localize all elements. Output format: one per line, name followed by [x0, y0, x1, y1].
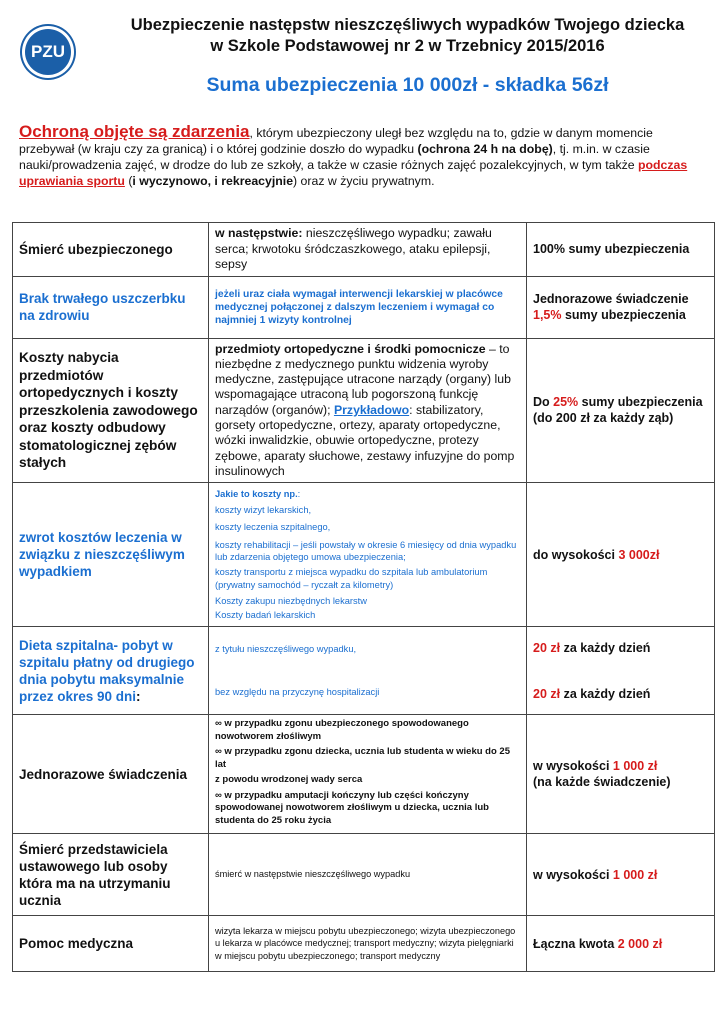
- list-item: [215, 746, 520, 771]
- row-name: [13, 627, 209, 715]
- list-item-text: w przypadku zgonu dziecka, ucznia lub studenta w wieku do 25 lat: [215, 746, 510, 770]
- row-name: Śmierć ubezpieczonego: [13, 223, 209, 277]
- desc-example-label: Przykładowo: [333, 402, 410, 417]
- list-item: koszty transportu z miejsca wypadku do szpitala lub ambulatorium (prywatny samochód – ryczałt za kilometry): [215, 567, 488, 590]
- table-row: [13, 276, 715, 338]
- benefit-value: 3 000zł: [618, 547, 660, 562]
- row-benefit: [527, 338, 715, 483]
- intro-text-2: , tj. m.in. w czasie nauki/prowadzenia zajęć, w drodze do lub ze szkoły, a także w czasie różnych zajęć pozalekcyjnych, w tym także: [19, 142, 650, 172]
- benefit-value: 1 000 zł: [612, 759, 658, 774]
- desc-line-1: z tytułu nieszczęśliwego wypadku,: [215, 644, 357, 655]
- costs-heading-colon: :: [297, 488, 301, 499]
- list-item: koszty leczenia szpitalnego,: [215, 522, 331, 533]
- benefit-prefix: w wysokości: [533, 759, 613, 774]
- benefit-suffix-2: za każdy dzień: [560, 686, 651, 701]
- benefit-suffix-1: za każdy dzień: [560, 640, 651, 655]
- row-benefit: [527, 916, 715, 972]
- benefit-line-1: [533, 640, 708, 656]
- benefit-value-2: 20 zł: [533, 686, 561, 701]
- intro-text-4: ) oraz w życiu prywatnym.: [293, 174, 435, 188]
- row-benefit: [527, 276, 715, 338]
- row-benefit: [527, 715, 715, 834]
- intro-bold-1: (ochrona 24 h na dobę): [417, 142, 553, 156]
- table-row: [13, 715, 715, 834]
- benefit-label: Jednorazowe świadczenie: [533, 292, 689, 306]
- intro-bold-2: i wyczynowo, i rekreacyjnie: [132, 174, 294, 188]
- row-name: Pomoc medyczna: [13, 916, 209, 972]
- logo-text: PZU: [31, 42, 65, 61]
- row-name: Brak trwałego uszczerbku na zdrowiu: [13, 276, 209, 338]
- list-item: [215, 774, 520, 787]
- infinity-icon: ∞: [215, 746, 222, 758]
- row-description: [209, 483, 527, 627]
- benefit-prefix: Do: [533, 395, 554, 410]
- benefit-suffix: (na każde świadczenie): [533, 775, 671, 790]
- list-item-text: z powodu wrodzonej wady serca: [215, 774, 363, 786]
- document-title: [95, 15, 720, 57]
- coverage-table: [12, 222, 715, 972]
- list-item: [215, 790, 520, 828]
- row-name: Śmierć przedstawiciela ustawowego lub osoby która ma na utrzymaniu ucznia: [13, 834, 209, 916]
- list-item: Koszty badań lekarskich: [215, 610, 316, 621]
- row-description: [209, 223, 527, 277]
- benefit-value: 25%: [553, 395, 579, 410]
- desc-bold: w następstwie:: [215, 226, 303, 240]
- row-description: [209, 627, 527, 715]
- benefit-value: 1 000 zł: [612, 867, 658, 882]
- row-description: [209, 338, 527, 483]
- row-description: śmierć w następstwie nieszczęśliwego wypadku: [209, 834, 527, 916]
- row-description: jeżeli uraz ciała wymagał interwencji lekarskiej w placówce medycznej połączonej z dalszym leczeniem i wymagał co najmniej 1 wizyty kontrolnej: [209, 276, 527, 338]
- pzu-logo: [22, 26, 74, 78]
- list-item-text: w przypadku zgonu ubezpieczonego spowodowanego nowotworem złośliwym: [215, 718, 469, 742]
- row-benefit: [527, 834, 715, 916]
- row-description: [209, 715, 527, 834]
- table-row: [13, 834, 715, 916]
- list-item: koszty rehabilitacji – jeśli powstały w okresie 6 miesięcy od dnia wypadku lub zdarzenia objętego umowa ubezpieczenia;: [215, 539, 517, 563]
- document-subtitle: Suma ubezpieczenia 10 000zł - składka 56zł: [206, 74, 609, 96]
- row-name-colon: :: [136, 688, 141, 704]
- row-name: Koszty nabycia przedmiotów ortopedycznych i koszty przeszkolenia zawodowego oraz koszty odbudowy stomatologicznej zębów stałych: [13, 338, 209, 483]
- row-name: zwrot kosztów leczenia w związku z nieszczęśliwym wypadkiem: [13, 483, 209, 627]
- benefit-prefix: do wysokości: [533, 547, 619, 562]
- row-benefit: 100% sumy ubezpieczenia: [527, 223, 715, 277]
- intro-text-3: (: [124, 174, 133, 188]
- benefit-value: 2 000 zł: [617, 936, 663, 951]
- list-item: koszty wizyt lekarskich,: [215, 505, 312, 516]
- benefit-suffix: sumy ubezpieczenia (do 200 zł za każdy ząb): [533, 395, 703, 426]
- benefit-prefix: Łączna kwota: [533, 936, 618, 951]
- title-line-2: w Szkole Podstawowej nr 2 w Trzebnicy 2015/2016: [210, 37, 605, 55]
- intro-paragraph: [19, 124, 699, 189]
- list-item: Koszty zakupu niezbędnych lekarstw: [215, 595, 367, 606]
- list-item-text: w przypadku amputacji kończyny lub części kończyny spowodowanej nowotworem złośliwym u dziecka, ucznia lub studenta do 25 roku życia: [215, 789, 489, 826]
- infinity-icon: ∞: [215, 789, 222, 801]
- table-row: [13, 916, 715, 972]
- desc-bold: przedmioty ortopedyczne i środki pomocnicze: [215, 341, 486, 356]
- table-row: [13, 338, 715, 483]
- list-item: [215, 718, 520, 743]
- row-description: wizyta lekarza w miejscu pobytu ubezpieczonego; wizyta ubezpieczonego u lekarza w placówce medycznej; transport medyczny; wizyta pielęgniarki w miejscu pobytu ubezpieczonego; transport medyczny: [209, 916, 527, 972]
- table-row: [13, 627, 715, 715]
- table-row: [13, 483, 715, 627]
- benefit-line-2: [533, 686, 708, 702]
- desc-text: nieszczęśliwego wypadku; zawału serca; krwotoku śródczaszkowego, ataku epilepsji, sepsy: [215, 226, 492, 271]
- intro-red-sport: podczas uprawiania sportu: [19, 158, 688, 188]
- row-name-text: Dieta szpitalna- pobyt w szpitalu płatny od drugiego dnia pobytu maksymalnie przez okres 90 dni: [19, 637, 195, 704]
- table-row: [13, 223, 715, 277]
- infinity-icon: ∞: [215, 718, 222, 730]
- row-name: Jednorazowe świadczenia: [13, 715, 209, 834]
- benefit-prefix: w wysokości: [533, 867, 613, 882]
- title-line-1: Ubezpieczenie następstw nieszczęśliwych wypadków Twojego dziecka: [130, 16, 685, 34]
- costs-heading-text: Jakie to koszty np.: [215, 488, 298, 499]
- benefit-value: 1,5%: [533, 308, 562, 322]
- intro-lead: Ochroną objęte są zdarzenia: [19, 122, 250, 141]
- desc-line-2: bez względu na przyczynę hospitalizacji: [215, 686, 380, 697]
- desc-text-1: – to niezbędne z medycznego punktu widzenia wyroby medyczne, zastępujące utracone narządy (organy) lub wspomagające utraconą lub pogorszoną funkcję narządów (organów);: [215, 341, 511, 417]
- desc-text-2: : stabilizatory, gorsety ortopedyczne, ortezy, aparaty ortopedyczne, wózki inwalidzkie, obuwie ortopedyczne, protezy zębowe, aparaty słuchowe, zestawy infuzyjne do pomp insulinowych: [215, 402, 515, 478]
- row-benefit: [527, 627, 715, 715]
- benefit-value-1: 20 zł: [533, 640, 561, 655]
- costs-heading: [215, 488, 520, 500]
- intro-text-1: , którym ubezpieczony uległ bez względu na to, gdzie w danym momencie przebywał (w kraju czy za granicą) i o której godzinie doszło do wypadku: [19, 126, 653, 156]
- row-benefit: [527, 483, 715, 627]
- benefit-suffix: sumy ubezpieczenia: [561, 308, 686, 322]
